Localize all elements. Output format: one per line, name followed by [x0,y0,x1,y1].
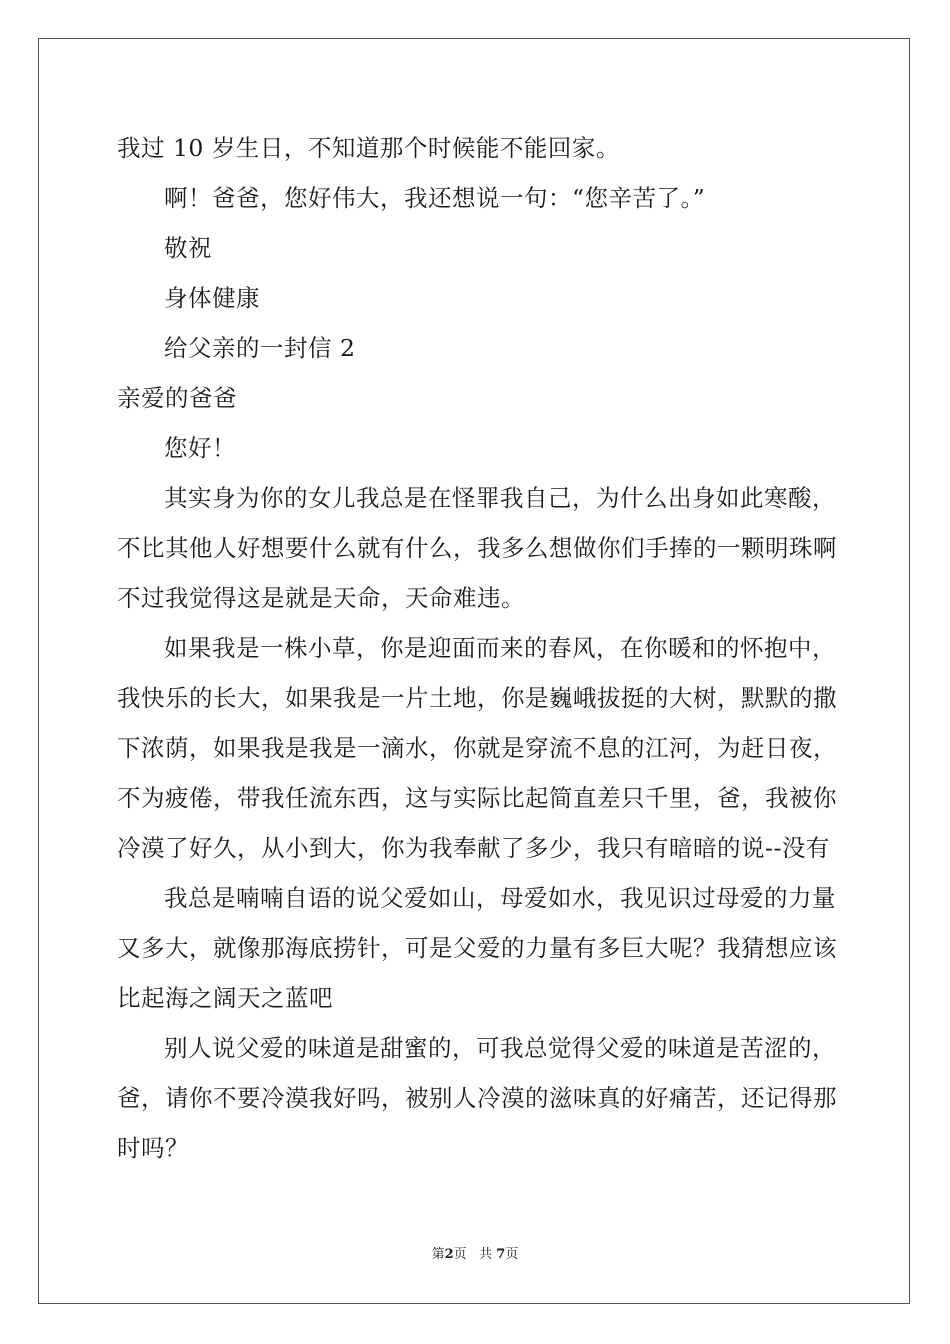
text-line: 我快乐的长大，如果我是一片土地，你是巍峨拔挺的大树，默默的撒 [117,684,837,712]
text-line: 不过我觉得这是就是天命，天命难违。 [117,584,525,612]
text-line: 爸，请你不要冷漠我好吗，被别人冷漠的滋味真的好痛苦，还记得那 [117,1084,837,1112]
page-footer [0,1246,950,1264]
text-line: 如果我是一株小草，你是迎面而来的春风，在你暖和的怀抱中， [164,634,836,662]
text-line: 不比其他人好想要什么就有什么，我多么想做你们手捧的一颗明珠啊 [117,534,837,562]
footer-page-number: 2 [444,1247,454,1262]
text-line: 我过 10 岁生日，不知道那个时候能不能回家。 [117,134,620,162]
text-line: 我总是喃喃自语的说父爱如山，母爱如水，我见识过母爱的力量 [164,884,836,912]
text-line: 啊！爸爸，您好伟大，我还想说一句：“您辛苦了。” [164,184,706,212]
letter-greeting: 亲爱的爸爸 [117,384,237,412]
text-line: 时吗？ [117,1134,189,1162]
page-border [38,38,910,1304]
footer-total-pages: 7 [496,1247,506,1262]
text-line: 冷漠了好久，从小到大，你为我奉献了多少，我只有暗暗的说--没有 [117,834,830,862]
footer-total-unit: 页 [505,1247,519,1262]
text-line: 比起海之阔天之蓝吧 [117,984,333,1012]
text-line: 不为疲倦，带我任流东西，这与实际比起简直差只千里，爸，我被你 [117,784,837,812]
letter-hello: 您好！ [164,434,236,462]
closing-salutation: 敬祝 [164,234,212,262]
footer-page-unit: 页 [453,1247,467,1262]
footer-page-prefix: 第 [431,1247,445,1262]
text-line: 其实身为你的女儿我总是在怪罪我自己，为什么出身如此寒酸， [164,484,836,512]
text-line: 又多大，就像那海底捞针，可是父爱的力量有多巨大呢？我猜想应该 [117,934,837,962]
text-line: 别人说父爱的味道是甜蜜的，可我总觉得父爱的味道是苦涩的， [164,1034,836,1062]
footer-total-prefix: 共 [479,1247,493,1262]
closing-wish: 身体健康 [164,284,260,312]
section-heading: 给父亲的一封信 2 [164,334,356,362]
text-line: 下浓荫，如果我是我是一滴水，你就是穿流不息的江河，为赶日夜， [117,734,837,762]
